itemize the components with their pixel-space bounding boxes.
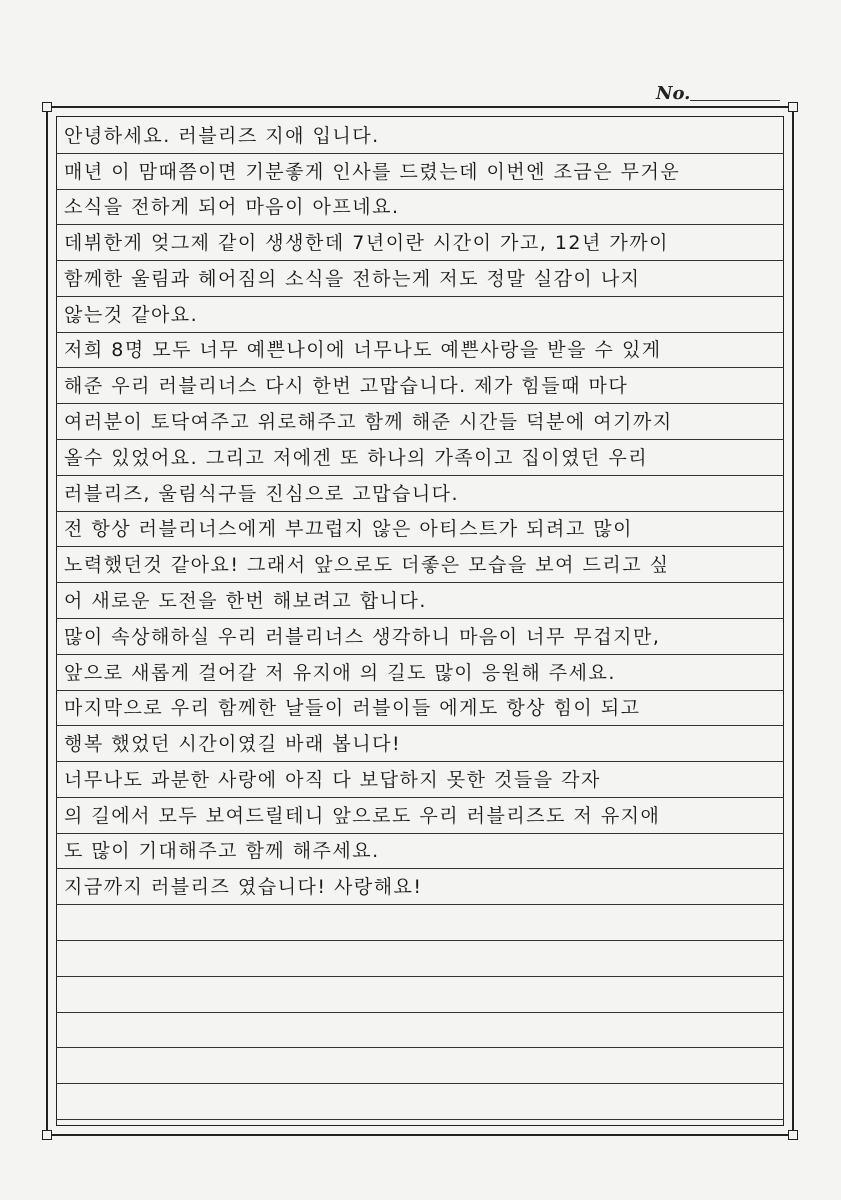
- ruled-line: [56, 798, 784, 834]
- ruled-line: [56, 440, 784, 476]
- ruled-line: [56, 512, 784, 548]
- frame-corner-ornament: [788, 102, 798, 112]
- ruled-line: [56, 476, 784, 512]
- ruled-line: [56, 118, 784, 154]
- letter-line-text: 노력했던것 같아요! 그래서 앞으로도 더좋은 모습을 보여 드리고 싶: [64, 554, 670, 577]
- letter-line-text: 러블리즈, 울림식구들 진심으로 고맙습니다.: [64, 482, 460, 505]
- letter-line-text: 매년 이 맘때쯤이면 기분좋게 인사를 드렸는데 이번엔 조금은 무거운: [64, 160, 681, 183]
- letter-line-text: 안녕하세요. 러블리즈 지애 입니다.: [64, 124, 380, 147]
- ruled-line: [56, 1084, 784, 1120]
- ruled-line: [56, 691, 784, 727]
- ruled-line: [56, 261, 784, 297]
- letter-line-text: 소식을 전하게 되어 마음이 아프네요.: [64, 196, 400, 219]
- ruled-line: [56, 834, 784, 870]
- letter-line-text: 함께한 울림과 헤어짐의 소식을 전하는게 저도 정말 실감이 나지: [64, 267, 641, 290]
- ruled-line: [56, 1013, 784, 1049]
- letter-line-text: 도 많이 기대해주고 함께 해주세요.: [64, 840, 380, 863]
- letter-line-text: 저희 8명 모두 너무 예쁜나이에 너무나도 예쁜사랑을 받을 수 있게: [64, 339, 662, 362]
- ruled-line: [56, 369, 784, 405]
- ruled-line: [56, 225, 784, 261]
- page-number-line: [690, 100, 780, 101]
- ruled-line: [56, 655, 784, 691]
- ruled-line: [56, 333, 784, 369]
- ruled-line: [56, 1048, 784, 1084]
- frame-corner-ornament: [42, 1130, 52, 1140]
- frame-corner-ornament: [788, 1130, 798, 1140]
- ruled-line: [56, 726, 784, 762]
- ruled-line: [56, 404, 784, 440]
- page-number-label: No.: [656, 83, 691, 104]
- ruled-line: [56, 154, 784, 190]
- ruled-line: [56, 619, 784, 655]
- page-number-field: [656, 84, 780, 106]
- letter-line-text: 올수 있었어요. 그리고 저에겐 또 하나의 가족이고 집이였던 우리: [64, 446, 649, 469]
- letter-line-text: 여러분이 토닥여주고 위로해주고 함께 해준 시간들 덕분에 여기까지: [64, 411, 673, 434]
- ruled-line: [56, 762, 784, 798]
- letter-line-text: 너무나도 과분한 사랑에 아직 다 보답하지 못한 것들을 각자: [64, 768, 601, 791]
- letter-line-text: 어 새로운 도전을 한번 해보려고 합니다.: [64, 589, 427, 612]
- letter-line-text: 앞으로 새롭게 걸어갈 저 유지애 의 길도 많이 응원해 주세요.: [64, 661, 616, 684]
- ruled-line: [56, 297, 784, 333]
- frame-corner-ornament: [42, 102, 52, 112]
- letter-line-text: 지금까지 러블리즈 였습니다! 사랑해요!: [64, 876, 423, 899]
- letter-line-text: 행복 했었던 시간이였길 바래 봅니다!: [64, 733, 402, 756]
- ruled-line: [56, 870, 784, 906]
- ruled-line: [56, 905, 784, 941]
- letter-line-text: 의 길에서 모두 보여드릴테니 앞으로도 우리 러블리즈도 저 유지애: [64, 804, 661, 827]
- letter-line-text: 마지막으로 우리 함께한 날들이 러블이들 에게도 항상 힘이 되고: [64, 697, 641, 720]
- ruled-line: [56, 583, 784, 619]
- letter-line-text: 데뷔한게 엊그제 같이 생생한데 7년이란 시간이 가고, 12년 가까이: [64, 232, 669, 255]
- ruled-line: [56, 547, 784, 583]
- letter-line-text: 전 항상 러블리너스에게 부끄럽지 않은 아티스트가 되려고 많이: [64, 518, 633, 541]
- ruled-line: [56, 977, 784, 1013]
- letter-line-text: 않는것 같아요.: [64, 303, 199, 326]
- ruled-line: [56, 190, 784, 226]
- letter-line-text: 많이 속상해하실 우리 러블리너스 생각하니 마음이 너무 무겁지만,: [64, 625, 661, 648]
- letter-body: [56, 118, 784, 1120]
- ruled-line: [56, 941, 784, 977]
- letter-line-text: 해준 우리 러블리너스 다시 한번 고맙습니다. 제가 힘들때 마다: [64, 375, 629, 398]
